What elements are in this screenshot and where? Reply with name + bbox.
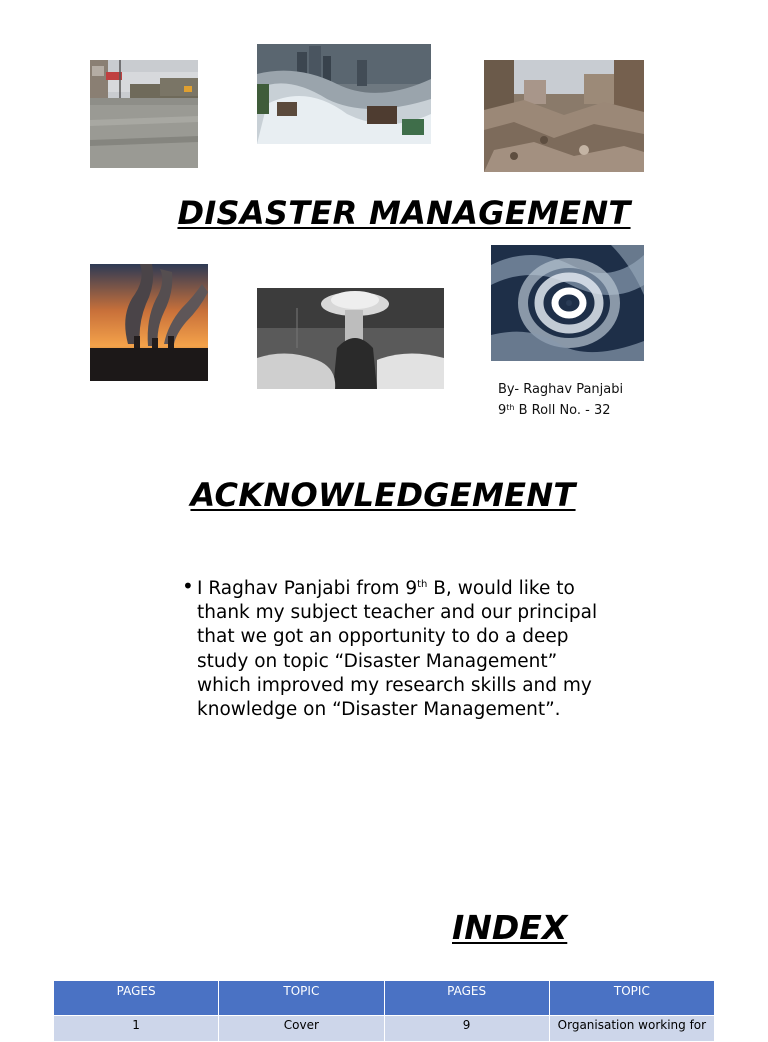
cover-title: DISASTER MANAGEMENT xyxy=(177,194,631,232)
index-title: INDEX xyxy=(452,908,568,947)
acknowledgement-title: ACKNOWLEDGEMENT xyxy=(190,476,576,514)
byline-class-roll: 9th B Roll No. - 32 xyxy=(498,403,611,418)
table-cell: Organisation working for xyxy=(549,1016,714,1042)
table-cell: 1 xyxy=(54,1016,219,1042)
flood-photo xyxy=(90,60,198,168)
index-header-cell: PAGES xyxy=(384,981,549,1016)
index-header-cell: TOPIC xyxy=(549,981,714,1016)
earthquake-rubble-photo xyxy=(484,60,644,172)
bullet-marker: • xyxy=(182,574,194,598)
index-header-cell: TOPIC xyxy=(219,981,384,1016)
index-header-cell: PAGES xyxy=(54,981,219,1016)
acknowledgement-text: I Raghav Panjabi from 9th B, would like to thank my subject teacher and our principal that we got an opportunity to do a deep study on topic “Disaster Management” which improved my research skills and my knowledge on “Disaster Management”. xyxy=(197,578,598,721)
table-cell: Cover xyxy=(219,1016,384,1042)
index-table xyxy=(53,980,715,1042)
table-row xyxy=(54,1016,715,1042)
industrial-pollution-photo xyxy=(90,264,208,381)
mushroom-cloud-photo xyxy=(257,288,444,389)
byline xyxy=(498,381,623,420)
table-cell: 9 xyxy=(384,1016,549,1042)
index-header-row xyxy=(54,981,715,1016)
tsunami-photo xyxy=(257,44,431,144)
cyclone-satellite-photo xyxy=(491,245,644,361)
byline-author: By- Raghav Panjabi xyxy=(498,382,624,397)
